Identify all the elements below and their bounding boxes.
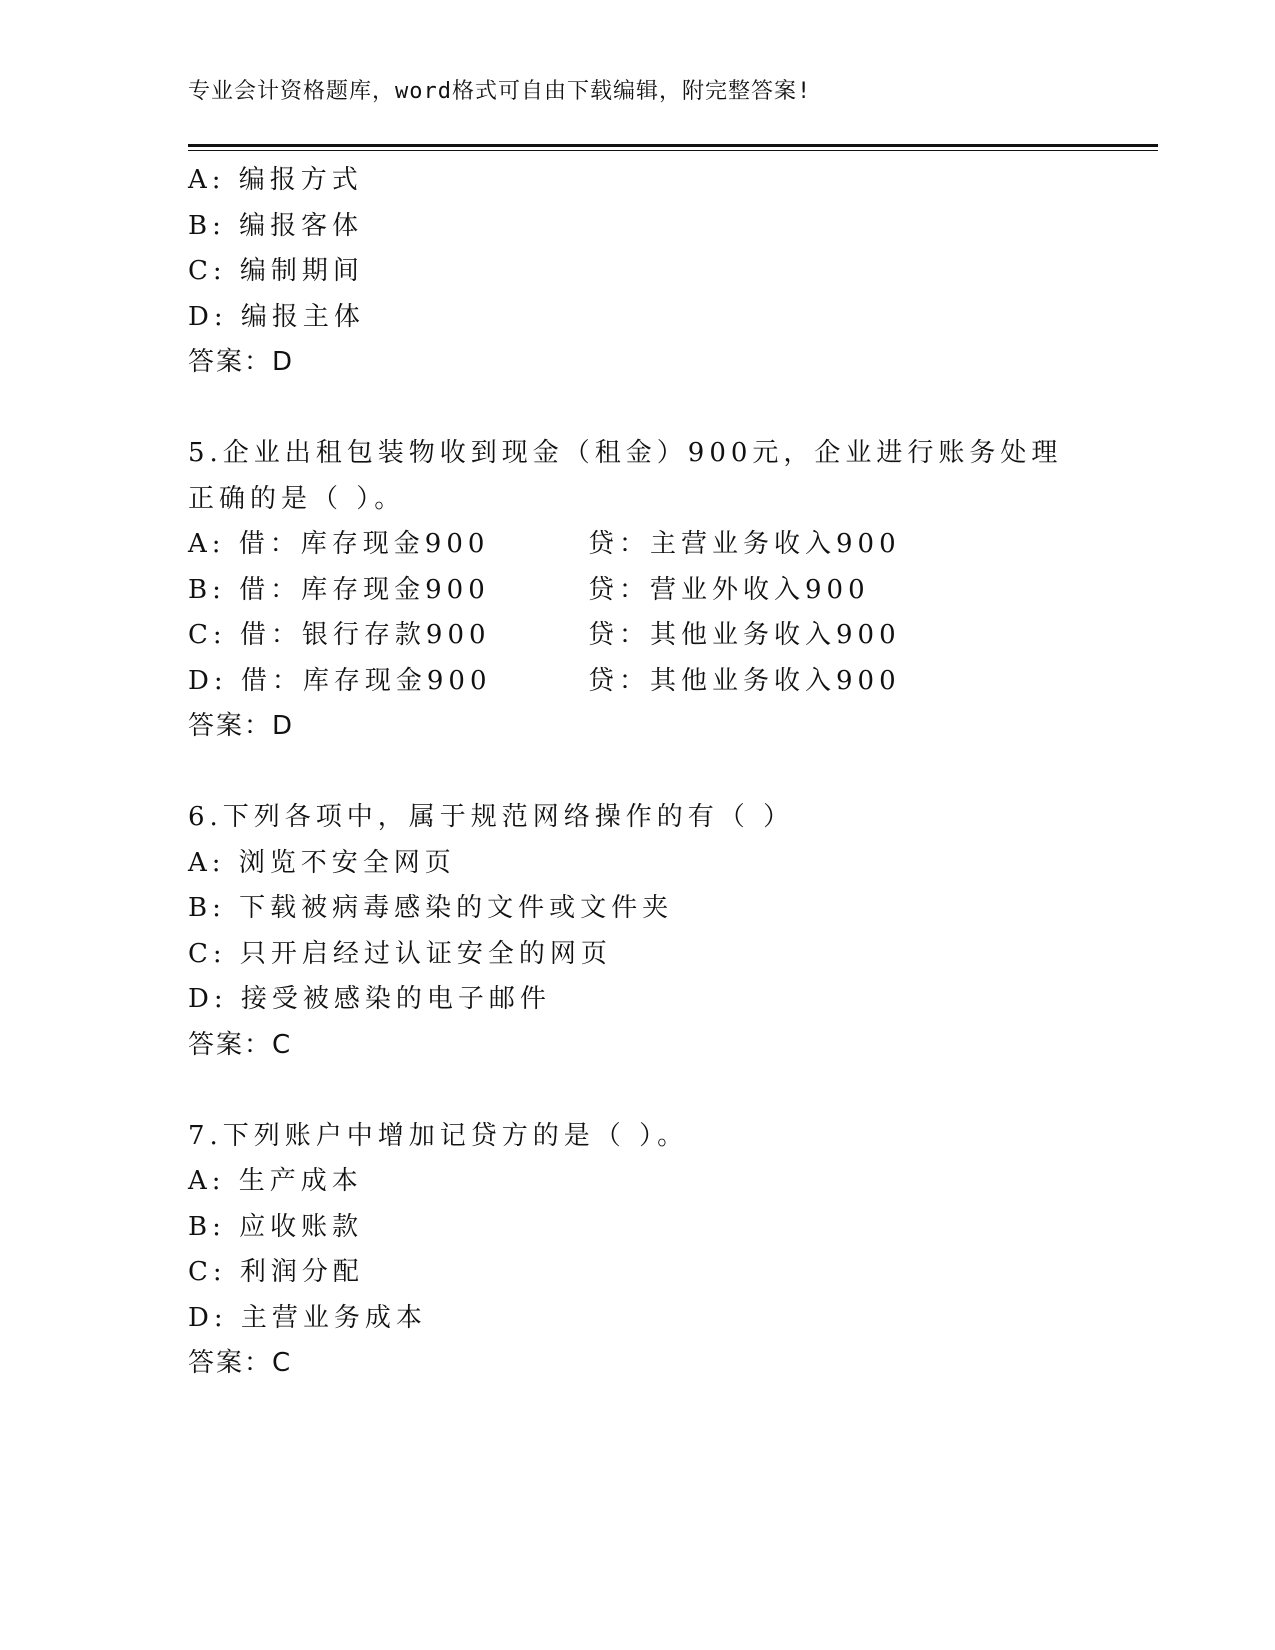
- answer: 答案：D: [188, 711, 295, 741]
- question-4: [188, 158, 1158, 386]
- option-b: B: 下载被病毒感染的文件或文件夹: [188, 893, 674, 923]
- question-stem: 5.企业出租包装物收到现金（租金）900元，企业进行账务处理正确的是（ ）。: [188, 438, 1063, 514]
- option-credit: 贷：营业外收入900: [588, 574, 870, 605]
- spacer: [188, 750, 1158, 796]
- option-a: [188, 522, 1158, 568]
- option-debit: A: 借：库存现金900: [188, 529, 490, 559]
- option-d: D: 接受被感染的电子邮件: [188, 984, 551, 1014]
- header-rule-thin: [188, 150, 1158, 151]
- option-debit: C: 借：银行存款900: [188, 620, 491, 650]
- option-d: D: 主营业务成本: [188, 1302, 427, 1333]
- question-stem: 7.下列账户中增加记贷方的是（ ）。: [188, 1120, 689, 1151]
- option-c: C: 只开启经过认证安全的网页: [188, 938, 612, 969]
- option-b: [188, 568, 1158, 614]
- option-c: [188, 613, 1158, 659]
- question-6: [188, 795, 1158, 1068]
- header-rule-thick: [188, 144, 1158, 147]
- answer: 答案：C: [188, 1348, 293, 1378]
- question-stem: 6.下列各项中，属于规范网络操作的有（ ）: [188, 802, 795, 832]
- question-5: [188, 431, 1158, 750]
- option-credit: 贷：主营业务收入900: [588, 529, 901, 559]
- question-7: [188, 1114, 1158, 1387]
- option-debit: B: 借：库存现金900: [188, 574, 490, 605]
- page-header: 专业会计资格题库，word格式可自由下载编辑，附完整答案!: [188, 79, 812, 104]
- option-a: A: 浏览不安全网页: [188, 847, 456, 878]
- spacer: [188, 386, 1158, 432]
- option-b: B: 编报客体: [188, 210, 364, 241]
- option-a: A: 编报方式: [188, 165, 363, 195]
- option-b: B: 应收账款: [188, 1211, 364, 1242]
- option-debit: D: 借：库存现金900: [188, 665, 492, 696]
- question-content: [188, 158, 1158, 1387]
- spacer: [188, 1068, 1158, 1114]
- option-c: C: 利润分配: [188, 1257, 364, 1287]
- answer: 答案：C: [188, 1029, 293, 1060]
- answer: 答案：D: [188, 347, 295, 377]
- option-credit: 贷：其他业务收入900: [588, 620, 901, 650]
- option-c: C: 编制期间: [188, 256, 364, 286]
- option-credit: 贷：其他业务收入900: [588, 665, 901, 696]
- option-a: A: 生产成本: [188, 1166, 363, 1196]
- option-d: [188, 659, 1158, 705]
- option-d: D: 编报主体: [188, 301, 365, 332]
